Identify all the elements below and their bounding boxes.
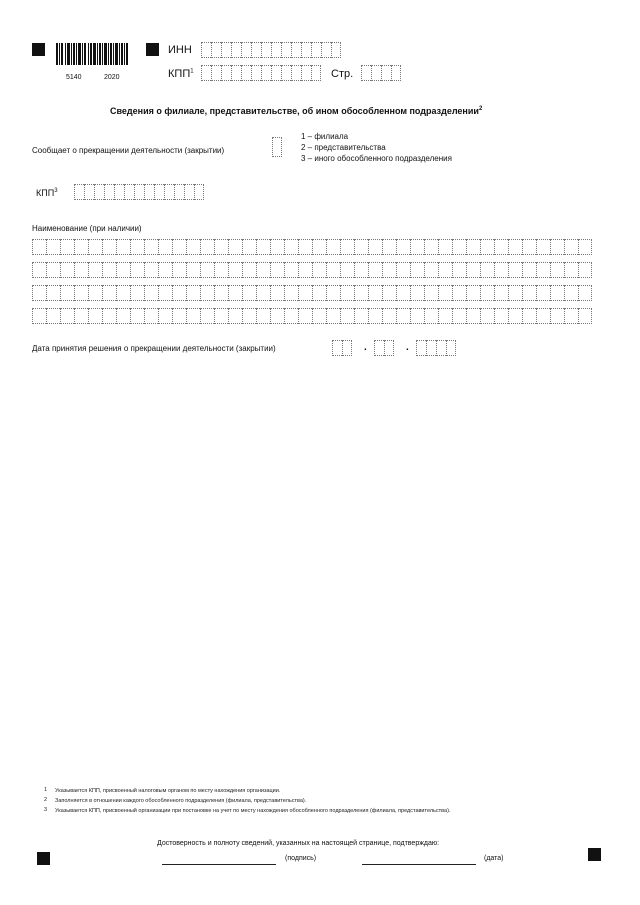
footnote-3-number: 3 xyxy=(44,807,48,813)
date-line[interactable] xyxy=(362,864,476,865)
barcode-icon xyxy=(56,43,128,73)
registration-marker-bottom-left xyxy=(37,852,50,865)
barcode-number-1: 5140 xyxy=(66,74,82,81)
footnote-2-text: Заполняется в отношении каждого обособленного подразделения (филиала, представительства). xyxy=(55,798,307,804)
inn-label: ИНН xyxy=(168,44,192,56)
section-title: Сведения о филиале, представительстве, об ином обособленном подразделении$^2$ xyxy=(110,106,483,116)
name-field-row[interactable] xyxy=(32,285,592,301)
confirmation-text: Достоверность и полноту сведений, указанных на настоящей странице, подтверждаю: xyxy=(157,840,440,847)
inn-field[interactable] xyxy=(201,42,341,58)
page-number-field[interactable] xyxy=(361,65,401,81)
page-label: Стр. xyxy=(331,68,354,80)
footnote-3-text: Указывается КПП, присвоенный организации при постановке на учет по месту нахождения обособленного подразделения (филиала, представительства). xyxy=(55,808,451,814)
kpp-field-label: КПП$^3$ xyxy=(36,188,58,198)
date-label: (дата) xyxy=(484,855,504,862)
closure-type-field[interactable] xyxy=(272,137,282,157)
kpp-label: КПП$^1$ xyxy=(168,68,194,80)
registration-marker-bottom-right xyxy=(588,848,601,861)
name-label: Наименование (при наличии) xyxy=(32,224,142,233)
registration-marker-top-left xyxy=(32,43,45,56)
date-separator-1: . xyxy=(364,342,367,353)
name-field-row[interactable] xyxy=(32,308,592,324)
footnote-2-number: 2 xyxy=(44,797,48,803)
signature-label: (подпись) xyxy=(285,855,317,862)
name-field-row[interactable] xyxy=(32,239,592,255)
barcode-number-2: 2020 xyxy=(104,74,120,81)
closure-label: Сообщает о прекращении деятельности (закрытии) xyxy=(32,146,225,155)
closure-option-3: 3 – иного обособленного подразделения xyxy=(301,154,452,163)
decision-year-field[interactable] xyxy=(416,340,456,356)
decision-day-field[interactable] xyxy=(332,340,352,356)
closure-option-1: 1 – филиала xyxy=(301,132,349,141)
kpp-header-field[interactable] xyxy=(201,65,321,81)
registration-marker-top-mid xyxy=(146,43,159,56)
date-separator-2: . xyxy=(406,342,409,353)
footnote-1-text: Указывается КПП, присвоенный налоговым органом по месту нахождения организации. xyxy=(55,788,281,794)
name-field-row[interactable] xyxy=(32,262,592,278)
kpp-field[interactable] xyxy=(74,184,204,200)
signature-line[interactable] xyxy=(162,864,276,865)
closure-option-2: 2 – представительства xyxy=(301,143,386,152)
decision-month-field[interactable] xyxy=(374,340,394,356)
footnote-1-number: 1 xyxy=(44,787,48,793)
decision-date-label: Дата принятия решения о прекращении деятельности (закрытии) xyxy=(32,344,276,353)
